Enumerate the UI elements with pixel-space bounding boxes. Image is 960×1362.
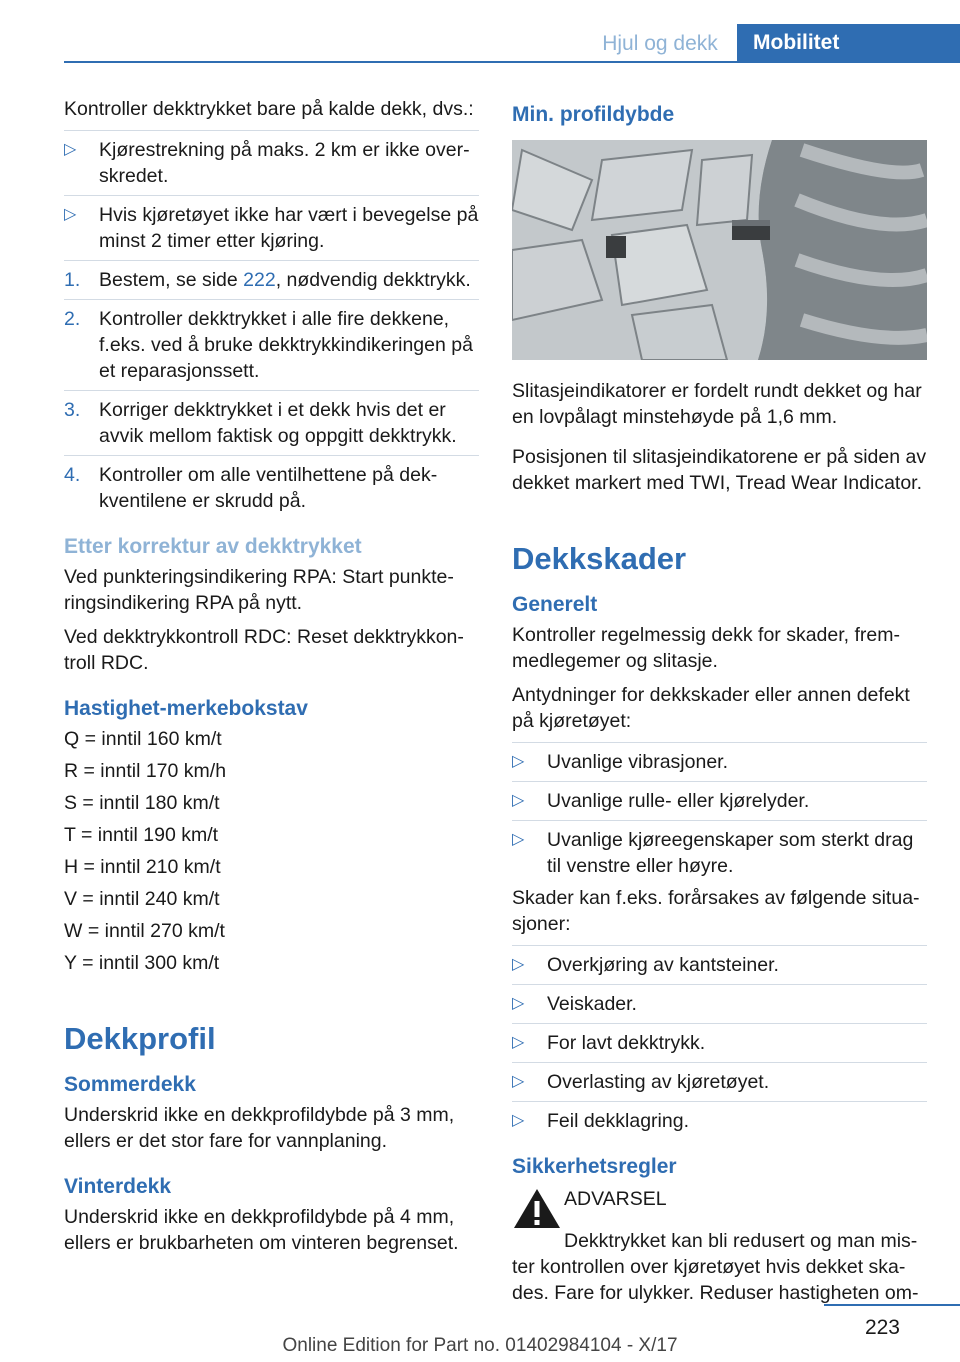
summer-tyres-text: Underskrid ikke en dekkprofildybde på 3 mm, ellers er det stor fare for vannplaning. [64,1104,455,1152]
list-divider [64,260,479,261]
list-item: ▷ Kjørestrekning på maks. 2 km er ikke overskredet. [64,139,470,187]
header-divider [64,61,960,63]
tire-tread-wear-indicator-image [512,140,927,360]
triangle-bullet-icon: ▷ [512,792,525,809]
speed-rating: Y = inntil 300 km/t [64,952,220,974]
step-number: 1. [64,269,81,291]
list-item: ▷ Feil dekklagring. [512,1110,689,1132]
min-tread-depth-heading: Min. profildybde [512,103,675,126]
tire-damage-heading: Dekkskader [512,541,687,576]
list-divider [512,742,927,743]
speed-rating: S = inntil 180 km/t [64,792,220,814]
list-item: ▷ Uvanlige kjøreegenskaper som sterkt drag til venstre eller høyre. [512,829,914,877]
section-tab[interactable]: Mobilitet [737,24,960,62]
chapter-tab[interactable]: Hjul og dekk [602,32,718,55]
list-item: ▷ Uvanlige vibrasjoner. [512,751,729,773]
wear-indicator-paragraph: Slitasjeindikatorer er fordelt rundt dekket og har en lovpålagt minstehøyde på 1,6 mm. [512,380,922,428]
signs-intro: Antydninger for dekkskader eller annen defekt på kjøretøyet: [512,684,910,732]
list-divider [512,1062,927,1063]
speed-rating: R = inntil 170 km/h [64,760,227,782]
list-item: ▷ For lavt dekktrykk. [512,1032,706,1054]
list-divider [64,390,479,391]
list-divider [512,1023,927,1024]
general-paragraph: Kontroller regelmessig dekk for skader, fremmedlegemer og slitasje. [512,624,900,672]
triangle-bullet-icon: ▷ [512,1112,525,1129]
step-item: 4. Kontroller om alle ventilhettene på dekkventilene er skrudd på. [64,464,438,512]
speed-rating-heading: Hastighet-merkebokstav [64,697,308,720]
summer-tyres-heading: Sommerdekk [64,1073,196,1096]
triangle-bullet-icon: ▷ [512,831,525,848]
after-correction-heading: Etter korrektur av dekktrykket [64,535,362,558]
list-divider [64,195,479,196]
list-divider [512,945,927,946]
list-item: ▷ Overkjøring av kantsteiner. [512,954,779,976]
speed-rating: H = inntil 210 km/t [64,856,221,878]
triangle-bullet-icon: ▷ [64,206,77,223]
safety-heading: Sikkerhetsregler [512,1155,677,1178]
speed-rating: Q = inntil 160 km/t [64,728,222,750]
triangle-bullet-icon: ▷ [512,1073,525,1090]
list-item: ▷ Overlasting av kjøretøyet. [512,1071,770,1093]
speed-rating: W = inntil 270 km/t [64,920,225,942]
warning-title: ADVARSEL [564,1188,667,1210]
list-item: ▷ Veiskader. [512,993,637,1015]
winter-tyres-text: Underskrid ikke en dekkprofildybde på 4 mm, ellers er brukbarheten om vinteren begrenset. [64,1206,459,1254]
footer-divider [824,1304,960,1306]
list-divider [512,1101,927,1102]
step-item: 2. Kontroller dekktrykket i alle fire dekkene, f.eks. ved å bruke dekktrykkindikeringen på et reparasjonssett. [64,308,473,382]
tread-profile-heading: Dekkprofil [64,1021,216,1056]
warning-text: Dekktrykket kan bli redusert og man mister kontrollen over kjøretøyet hvis dekket skades. Fare for ulykker. Reduser hastigheten om- [512,1230,919,1304]
list-divider [512,781,927,782]
triangle-bullet-icon: ▷ [512,753,525,770]
winter-tyres-heading: Vinterdekk [64,1175,171,1198]
step-number: 3. [64,399,81,421]
left-column [64,96,479,1264]
warning-triangle-icon [512,1186,562,1230]
step-number: 2. [64,308,81,330]
page-header [0,0,960,62]
edition-footer: Online Edition for Part no. 01402984104 - X/17 [282,1335,678,1356]
list-divider [64,455,479,456]
warning-box [512,1186,927,1230]
step-number: 4. [64,464,81,486]
triangle-bullet-icon: ▷ [512,995,525,1012]
list-divider [64,299,479,300]
speed-rating: V = inntil 240 km/t [64,888,220,910]
step-item: 1. Bestem, se side 222, nødvendig dekktrykk. [64,269,471,291]
step-item: 3. Korriger dekktrykket i et dekk hvis det er avvik mellom faktisk og oppgitt dekktrykk. [64,399,457,447]
rpa-paragraph: Ved punkteringsindikering RPA: Start punkteringsindikering RPA på nytt. [64,566,454,614]
right-column [512,96,927,1314]
rdc-paragraph: Ved dekktrykkontroll RDC: Reset dekktrykkontroll RDC. [64,626,464,674]
page-number: 223 [864,1316,900,1339]
triangle-bullet-icon: ▷ [512,1034,525,1051]
general-heading: Generelt [512,593,598,616]
twi-paragraph: Posisjonen til slitasjeindikatorene er på siden av dekket markert med TWI, Tread Wear Indicator. [512,446,927,494]
list-divider [512,820,927,821]
list-divider [512,984,927,985]
causes-intro: Skader kan f.eks. forårsakes av følgende situasjoner: [512,887,920,935]
list-item: ▷ Hvis kjøretøyet ikke har vært i bevegelse på minst 2 timer etter kjøring. [64,204,479,252]
page-link[interactable]: 222 [243,269,276,291]
speed-rating-list [64,726,479,976]
list-item: ▷ Uvanlige rulle- eller kjørelyder. [512,790,810,812]
intro-paragraph: Kontroller dekktrykket bare på kalde dekk, dvs.: [64,98,474,120]
list-divider [64,130,479,131]
speed-rating: T = inntil 190 km/t [64,824,219,846]
triangle-bullet-icon: ▷ [64,141,77,158]
triangle-bullet-icon: ▷ [512,956,525,973]
